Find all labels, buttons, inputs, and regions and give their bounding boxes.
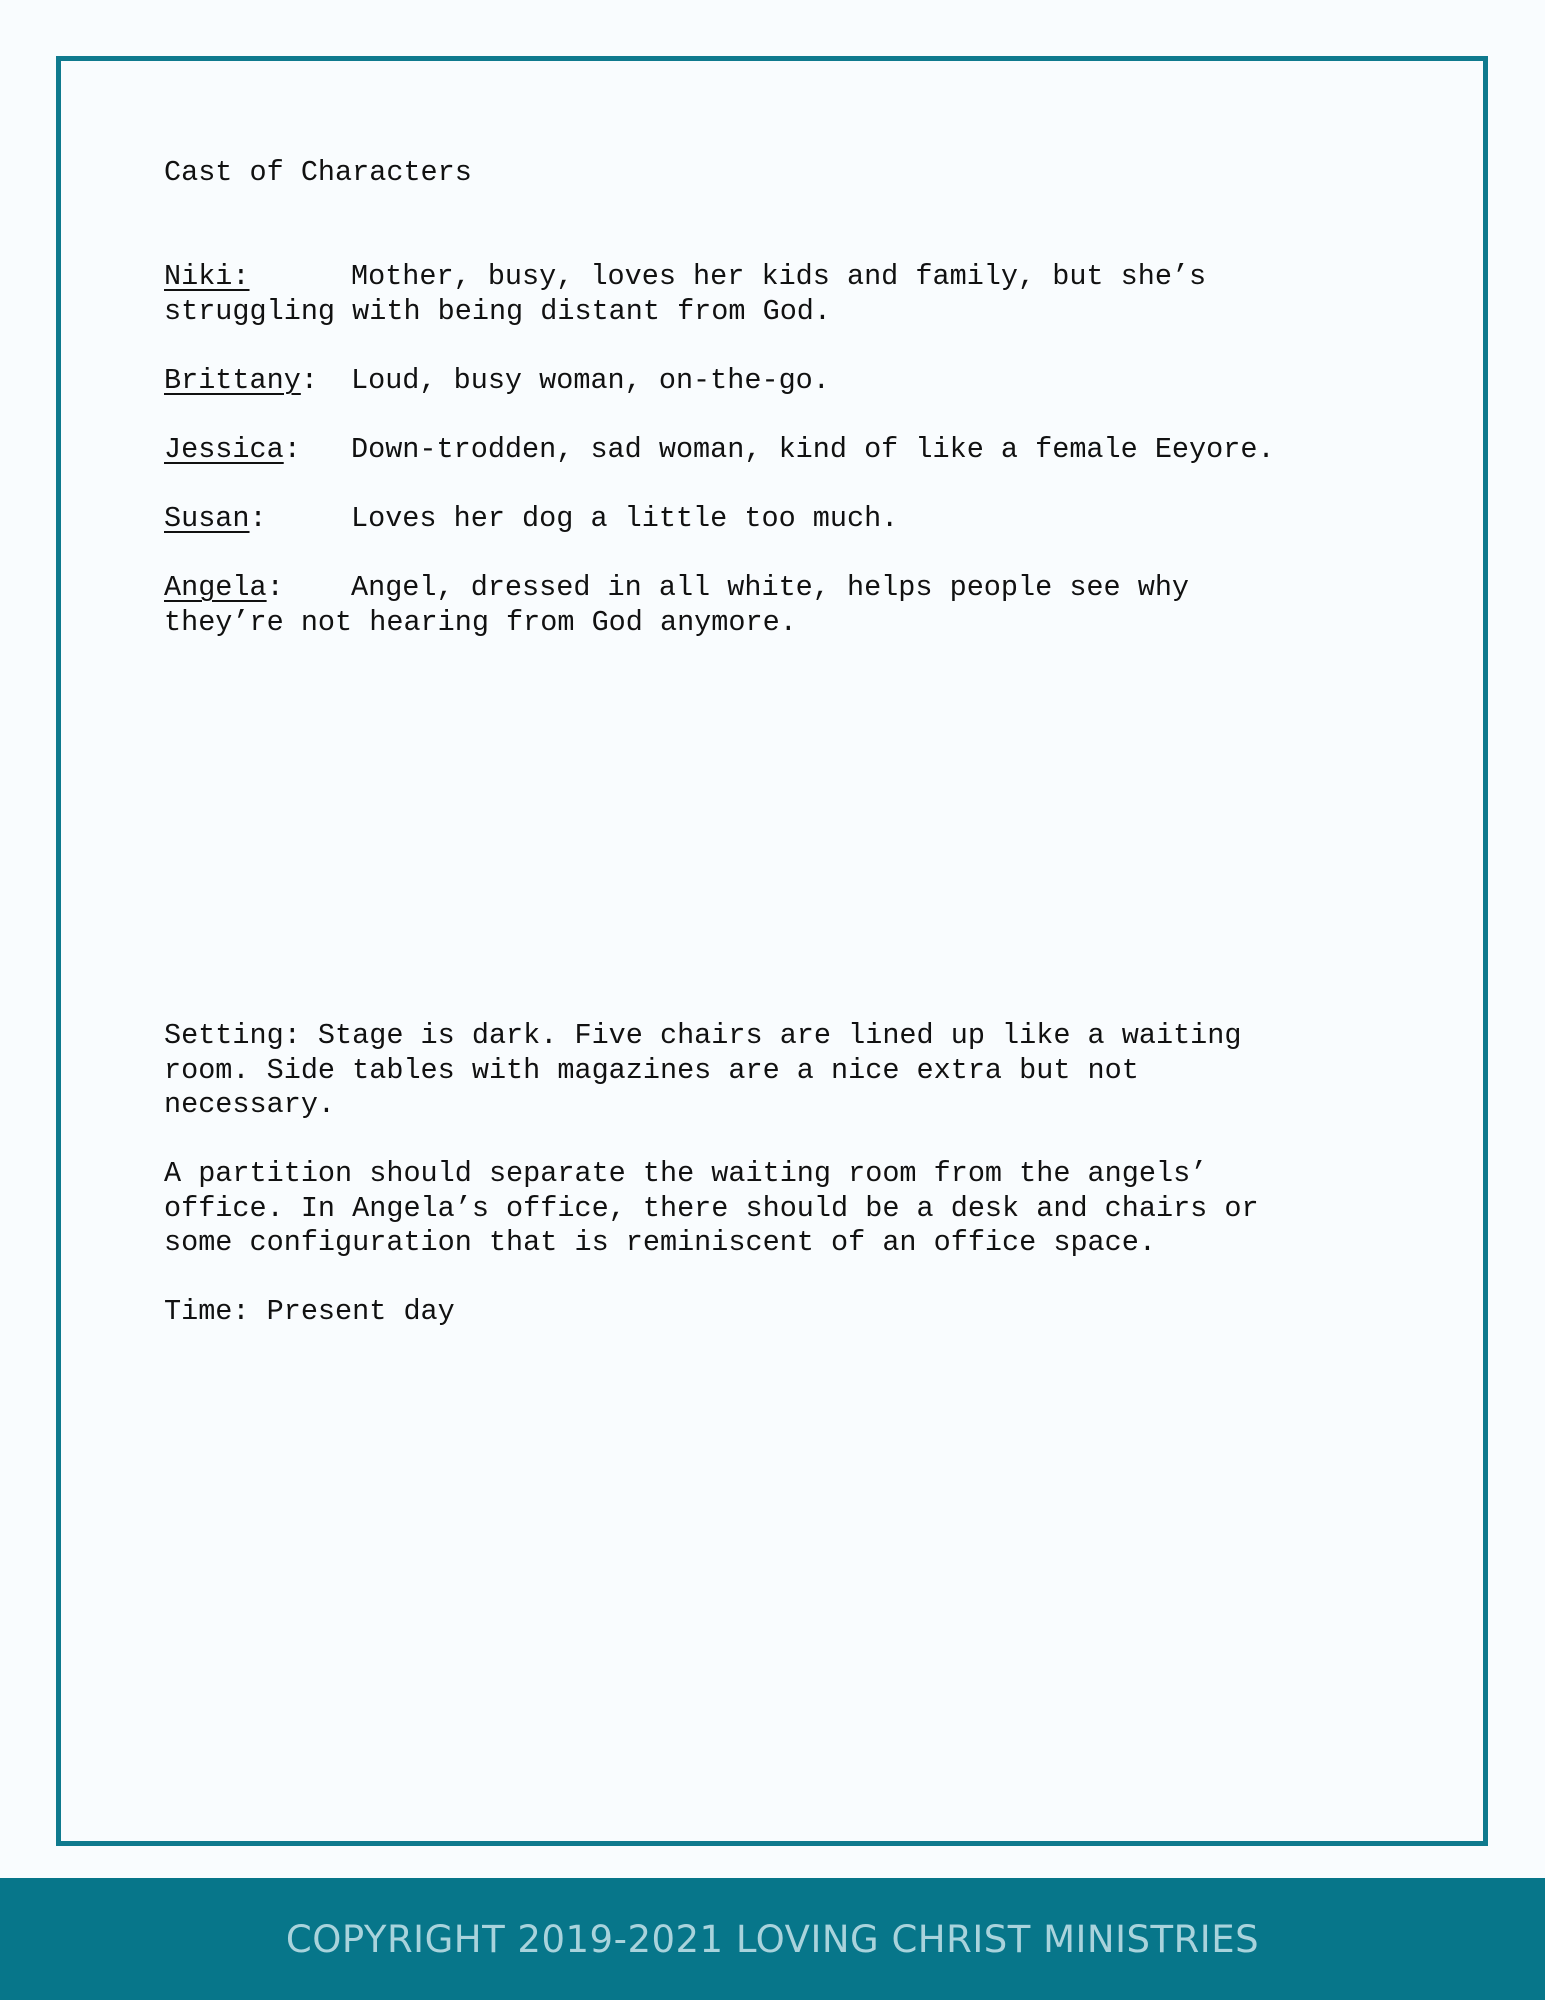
character-description: Mother, busy, loves her kids and family, but she’s	[351, 260, 1207, 293]
character-entry-jessica: Jessica: Down-trodden, sad woman, kind of like a female Eeyore.	[164, 433, 1275, 466]
partition-paragraph: A partition should separate the waiting room from the angels’ office. In Angela’s office, there should be a desk and chairs or some configuration that is reminiscent of an office space.	[164, 1157, 1259, 1259]
character-description-continued: struggling with being distant from God.	[164, 294, 832, 328]
character-description: Loud, busy woman, on-the-go.	[351, 364, 830, 397]
time-line: Time: Present day	[164, 1295, 455, 1328]
character-description: Loves her dog a little too much.	[351, 502, 899, 535]
character-name: Angela	[164, 571, 267, 604]
footer-bar	[0, 1878, 1545, 2000]
character-name: Jessica	[164, 433, 284, 466]
character-name: Brittany	[164, 364, 301, 397]
setting-paragraph: Setting: Stage is dark. Five chairs are lined up like a waiting room. Side tables with magazines are a nice extra but not necessary.	[164, 1019, 1242, 1121]
character-name: Susan	[164, 502, 250, 535]
copyright-text: COPYRIGHT 2019-2021 LOVING CHRIST MINISTRIES	[285, 1917, 1260, 1961]
character-description: Down-trodden, sad woman, kind of like a female Eeyore.	[351, 433, 1275, 466]
character-entry-angela: Angela: Angel, dressed in all white, helps people see why they’re not hearing from God anymore.	[164, 571, 1190, 639]
character-description: Angel, dressed in all white, helps people see why	[351, 571, 1190, 604]
cast-title: Cast of Characters	[164, 156, 472, 189]
character-description-continued: they’re not hearing from God anymore.	[164, 605, 797, 639]
character-entry-niki	[164, 260, 1404, 329]
character-entry-susan: Susan: Loves her dog a little too much.	[164, 502, 899, 535]
character-name: Niki:	[164, 260, 250, 293]
character-entry-brittany: Brittany: Loud, busy woman, on-the-go.	[164, 364, 830, 397]
